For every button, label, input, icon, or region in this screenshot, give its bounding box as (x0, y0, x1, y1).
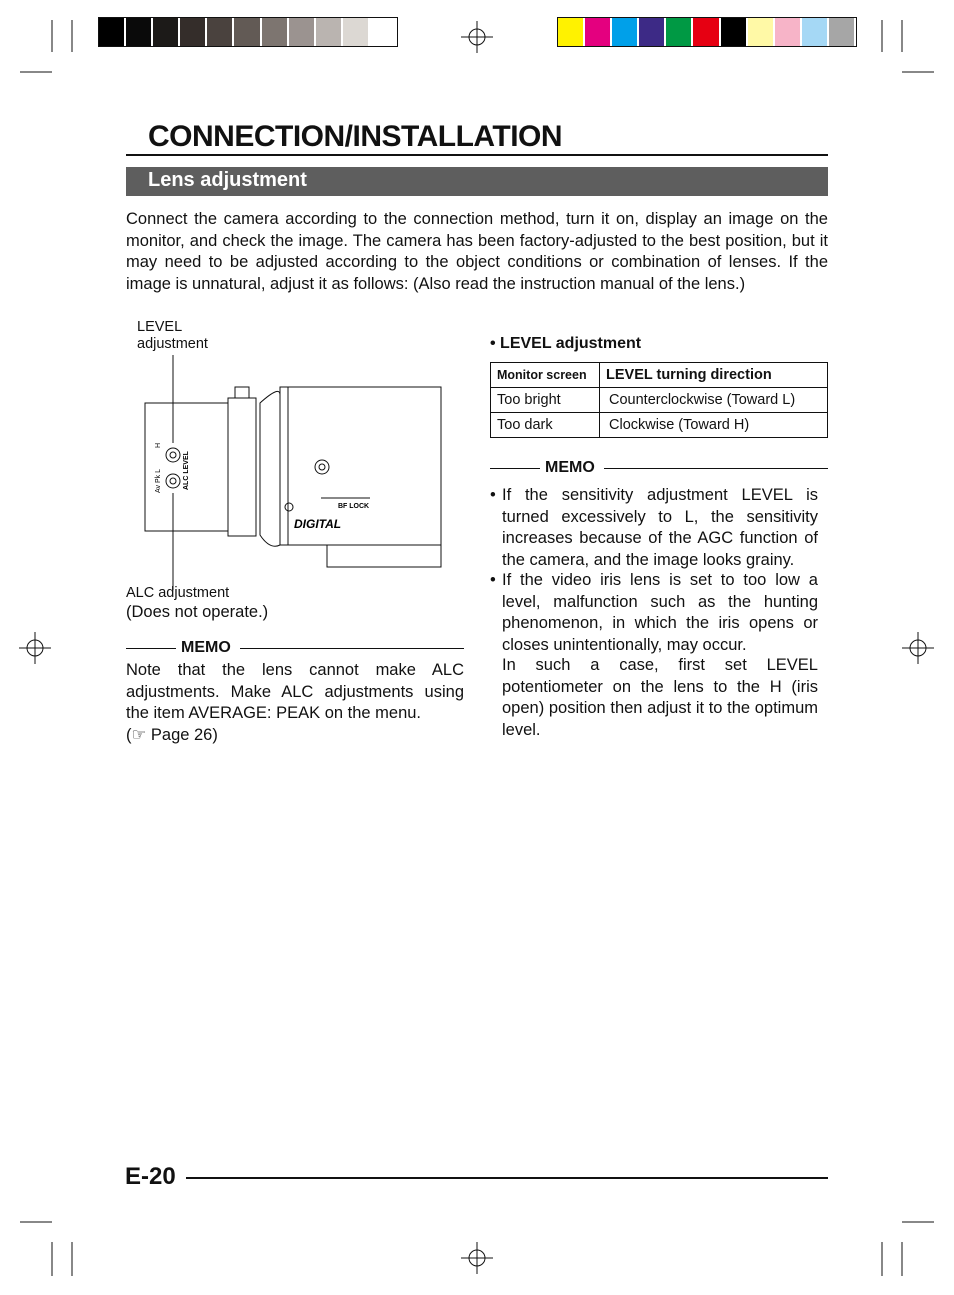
level-adjustment-label (137, 319, 208, 353)
lens-text-h: H (155, 442, 162, 448)
memo-bullet: • If the sensitivity adjustment LEVEL is turned excessively to L, the sensitivity increases because of the AGC function of the camera, and the image looks grainy. (490, 485, 818, 571)
digital-logo: DIGITAL (294, 517, 342, 531)
page-number: E-20 (125, 1163, 176, 1190)
level-adjustment-table (490, 362, 828, 438)
intro-paragraph: Connect the camera according to the connection method, turn it on, display an image on the monitor, and check the image. The camera has been factory-adjusted to the best position, but it may need to be adjusted according to the object conditions or combination of lenses. If the image is unnatural, adjust it as follows: (Also read the instruction manual of the lens.) (126, 210, 828, 293)
level-label-line2: adjustment (137, 336, 208, 352)
table-header-monitor: Monitor screen (491, 363, 600, 388)
table-row (491, 388, 828, 413)
table-cell: Clockwise (Toward H) (600, 413, 828, 438)
memo-left-rule (126, 648, 176, 649)
memo-bullet-text: If the video iris lens is set to too low a level, malfunction such as the hunting phenomenon, in which the iris opens or closes unintentionally, may occur. (502, 571, 818, 654)
bf-lock-label: BF LOCK (338, 503, 370, 510)
level-label-line1: LEVEL (137, 319, 183, 335)
section-bar (126, 167, 828, 196)
memo-right-title: MEMO (545, 459, 595, 476)
memo-left-title: MEMO (181, 639, 231, 656)
memo-continuation-text: In such a case, first set LEVEL potentiometer on the lens to the H (iris open) position then adjust it to the optimum level. (502, 656, 818, 739)
memo-bullet: • If the video iris lens is set to too low a level, malfunction such as the hunting phenomenon, in which the iris opens or closes unintentionally, may occur. (490, 570, 818, 656)
memo-left-rule-2 (240, 648, 464, 649)
section-title: Lens adjustment (148, 169, 307, 191)
footer-rule (186, 1177, 828, 1179)
lens-text-avpk: Av Pk L (155, 469, 162, 493)
table-header-row (491, 363, 828, 388)
hand-pointer-icon: ☞ (131, 725, 147, 744)
table-cell: Too dark (491, 413, 600, 438)
memo-left-text: Note that the lens cannot make ALC adjustments. Make ALC adjustments using the item AVERAGE: PEAK on the menu. (☞ Page 26) (126, 661, 464, 744)
level-adjustment-heading: • LEVEL adjustment (490, 335, 642, 352)
table-cell: Counterclockwise (Toward L) (600, 388, 828, 413)
memo-right-rule (490, 468, 540, 469)
memo-bullet-text: If the sensitivity adjustment LEVEL is turned excessively to L, the sensitivity increases because of the AGC function of the camera, and the image looks grainy. (502, 486, 818, 569)
table-header-direction: LEVEL turning direction (600, 363, 828, 388)
table-row (491, 413, 828, 438)
page-title: CONNECTION/INSTALLATION (148, 120, 563, 153)
memo-continuation (490, 655, 818, 741)
memo-right-rule-2 (604, 468, 828, 469)
title-rule (126, 154, 828, 156)
table-cell: Too bright (491, 388, 600, 413)
alc-note: (Does not operate.) (126, 603, 269, 621)
lens-text-level: ALC LEVEL (183, 451, 190, 490)
memo-left-body: Note that the lens cannot make ALC adjustments. Make ALC adjustments using the item AVERAGE: PEAK on the menu. (126, 661, 464, 722)
page-reference: Page 26) (146, 725, 218, 744)
camera-lens-illustration (140, 350, 450, 590)
alc-adjustment-label: ALC adjustment (126, 585, 230, 601)
